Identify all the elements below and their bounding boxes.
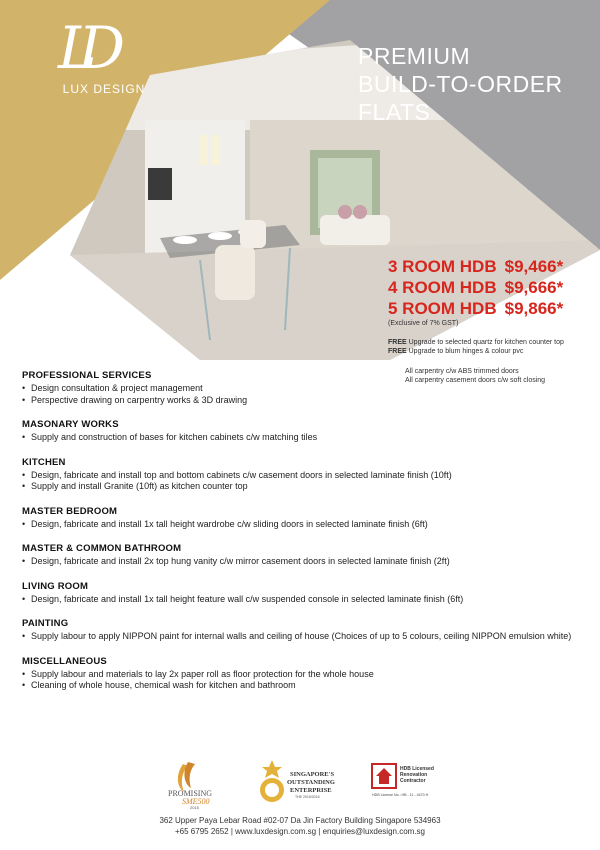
award-text: Renovation [400,772,428,778]
service-section [22,618,582,643]
price-label: 4 ROOM HDB [388,278,497,297]
list-item: • Supply labour and materials to lay 2x paper roll as floor protection for the whole house [22,669,582,681]
contact-info [0,815,600,837]
award-text: OUTSTANDING [287,779,335,786]
address-line: 362 Upper Paya Lebar Road #02-07 Da Jin Factory Building Singapore 534963 [159,816,441,825]
section-title: LIVING ROOM [22,580,89,592]
list-item: • Design, fabricate and install 2x top hung vanity c/w mirror casement doors in selected laminate finish (2ft) [22,556,582,568]
award-text: Contractor [400,778,426,784]
service-section [22,506,582,531]
price-amount: $9,866* [504,299,564,318]
headline-line: FLATS [358,99,431,125]
price-amount: $9,666* [504,278,564,297]
service-section [22,370,582,406]
section-title: MISCELLANEOUS [22,655,107,667]
list-item: • Supply and install Granite (10ft) as kitchen counter top [22,481,582,493]
free-offer [388,338,564,347]
list-item: • Supply and construction of bases for kitchen cabinets c/w matching tiles [22,432,582,444]
list-item: • Cleaning of whole house, chemical wash for kitchen and bathroom [22,680,582,692]
service-section [22,457,582,493]
award-logos [0,758,600,810]
award-text: HDB Licensed [400,766,434,772]
list-item: • Design, fabricate and install 1x tall height feature wall c/w suspended console in selected laminate finish (6ft) [22,594,582,606]
list-item: • Design consultation & project management [22,383,582,395]
section-title: MASONARY WORKS [22,419,119,430]
free-tag: FREE [388,348,407,355]
price-list [388,256,563,327]
service-section [22,656,582,692]
award-text: PROMISING [168,789,213,798]
list-item: • Supply labour to apply NIPPON paint for internal walls and ceiling of house (Choices of up to 5 colours, ceiling NIPPON emulsion white) [22,631,582,643]
price-row [388,256,563,277]
award-text: SME500 [182,797,210,806]
service-section [22,419,582,444]
price-row [388,298,563,319]
price-row [388,277,563,298]
promising-sme-logo [168,762,212,810]
award-text: SINGAPORE'S [290,771,335,778]
award-text: 2015 [190,805,199,810]
brand-name: LUX DESIGN [62,82,146,96]
carpentry-note: All carpentry c/w ABS trimmed doors [405,368,519,375]
hdb-licensed-logo [372,764,434,797]
section-title: MASTER BEDROOM [22,505,118,517]
award-text: HDB License No.: HB - 11 - 4470 H [372,793,429,797]
service-section [22,581,582,606]
price-label: 5 ROOM HDB [388,299,497,318]
carpentry-note: All carpentry casement doors c/w soft closing [405,377,546,384]
gst-note: (Exclusive of 7% GST) [388,320,459,327]
section-title: KITCHEN [22,456,66,468]
price-amount: $9,466* [504,257,564,276]
list-item: • Design, fabricate and install top and bottom cabinets c/w casement doors in selected laminate finish (10ft) [22,470,582,482]
outstanding-enterprise-logo [260,760,335,802]
free-offer-text: Upgrade to selected quartz for kitchen counter top [408,339,564,346]
award-text: THE 2015/2016 [295,795,320,799]
service-section [22,543,582,568]
section-title: MASTER & COMMON BATHROOM [22,543,182,554]
section-title: PROFESSIONAL SERVICES [22,370,152,381]
headline-line: PREMIUM [358,43,471,69]
free-offer [388,347,564,356]
free-offer-text: Upgrade to blum hinges & colour pvc [408,348,524,355]
list-item: • Perspective drawing on carpentry works & 3D drawing [22,395,582,407]
award-text: ENTERPRISE [290,787,332,794]
free-tag: FREE [388,339,407,346]
headline-line: BUILD-TO-ORDER [358,71,563,97]
free-offers [388,338,564,356]
headline [358,42,563,126]
list-item: • Design, fabricate and install 1x tall height wardrobe c/w sliding doors in selected laminate finish (6ft) [22,519,582,531]
services-list [22,370,582,705]
brand-monogram-logo: LD [58,14,108,82]
section-title: PAINTING [22,618,69,629]
contact-line: +65 6795 2652 | www.luxdesign.com.sg | enquiries@luxdesign.com.sg [175,827,425,836]
price-label: 3 ROOM HDB [388,257,497,276]
